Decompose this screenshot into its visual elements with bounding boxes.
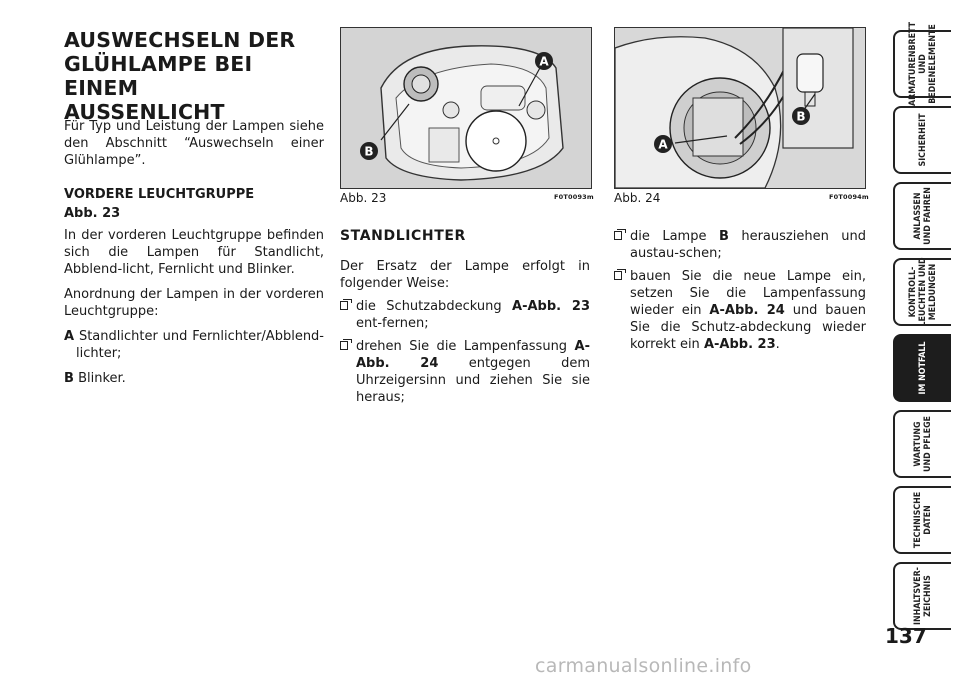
tab-label: ARMATURENBRETT UND BEDIENELEMENTE (908, 21, 938, 107)
tab-armaturenbrett[interactable] (893, 21, 951, 107)
section-heading: STANDLICHTER (340, 228, 466, 244)
tab-technische-daten[interactable] (893, 486, 951, 554)
figure-code: F0T0093m (554, 193, 594, 201)
list-item: die Schutzabdeckung A-Abb. 23 ent-fernen; (340, 298, 590, 332)
figure-label-b: B (796, 109, 806, 124)
intro-paragraph: Für Typ und Leistung der Lampen siehe den Abschnitt “Auswechseln einer Glühlampe”. (64, 119, 324, 168)
tab-wartung[interactable] (893, 410, 951, 478)
tab-label: INHALTSVER- ZEICHNIS (913, 567, 933, 625)
title-line: GLÜHLAMPE BEI EINEM (64, 52, 253, 100)
figure-code: F0T0094m (829, 193, 869, 201)
legend-text: Standlichter und Fernlichter/Abblend-lichter; (76, 329, 324, 361)
tab-sicherheit[interactable] (893, 106, 951, 174)
list-item: bauen Sie die neue Lampe ein, setzen Sie die Lampenfassung wieder ein A-Abb. 24 und bauen Sie die Schutz-abdeckung wieder korrekt ein A-Abb. 23. (614, 268, 866, 353)
list-item: drehen Sie die Lampenfassung A-Abb. 24 entgegen dem Uhrzeigersinn und ziehen Sie sie heraus; (340, 338, 590, 406)
tab-kontrollleuchten[interactable] (893, 258, 951, 326)
tab-label: TECHNISCHE DATEN (913, 491, 933, 549)
column-middle (340, 228, 590, 412)
column-right (614, 228, 866, 359)
tab-im-notfall[interactable] (893, 334, 951, 402)
tab-inhaltsverzeichnis[interactable] (893, 562, 951, 630)
figure-caption: Abb. 24 (614, 191, 661, 205)
page-number: 137 (885, 624, 927, 648)
description-paragraph: In der vorderen Leuchtgruppe befinden sich die Lampen für Standlicht, Abblend-licht, Fernlicht und Blinker. (64, 228, 324, 277)
figure-lamp-holder (614, 27, 866, 189)
headlamp-rear-illustration (341, 28, 591, 188)
intro-paragraph: Der Ersatz der Lampe erfolgt in folgender Weise: (340, 259, 590, 291)
arrangement-paragraph: Anordnung der Lampen in der vorderen Leuchtgruppe: (64, 287, 324, 319)
tab-label: KONTROLL- LEUCHTEN UND MELDUNGEN (908, 257, 938, 327)
column-left (64, 118, 324, 395)
legend-key: A (64, 329, 75, 344)
tab-label: SICHERHEIT (918, 113, 928, 167)
figure-caption: Abb. 23 (340, 191, 387, 205)
tab-label: ANLASSEN UND FAHREN (913, 187, 933, 245)
checkbox-icon (614, 271, 622, 280)
legend-key: B (64, 371, 74, 386)
legend-text: Blinker. (78, 371, 126, 386)
lamp-holder-illustration (615, 28, 865, 188)
figure-reference: Abb. 23 (64, 206, 121, 221)
figure-headlamp-rear (340, 27, 592, 189)
legend-item-a (64, 328, 324, 362)
checkbox-icon (614, 231, 622, 240)
tab-label: WARTUNG UND PFLEGE (913, 416, 933, 472)
watermark: carmanualsonline.info (535, 655, 752, 677)
title-line: AUSSENLICHT (64, 100, 225, 124)
figure-label-b: B (364, 144, 374, 159)
legend-item-b (64, 370, 324, 387)
tab-label: IM NOTFALL (918, 341, 928, 395)
section-heading: VORDERE LEUCHTGRUPPE (64, 187, 255, 202)
tab-anlassen[interactable] (893, 182, 951, 250)
checkbox-icon (340, 301, 348, 310)
title-line: AUSWECHSELN DER (64, 28, 296, 52)
page-title (64, 28, 326, 124)
list-item: die Lampe B herausziehen und austau-schen; (614, 228, 866, 262)
figure-label-a: A (539, 54, 549, 69)
figure-label-a: A (658, 137, 668, 152)
checkbox-icon (340, 341, 348, 350)
